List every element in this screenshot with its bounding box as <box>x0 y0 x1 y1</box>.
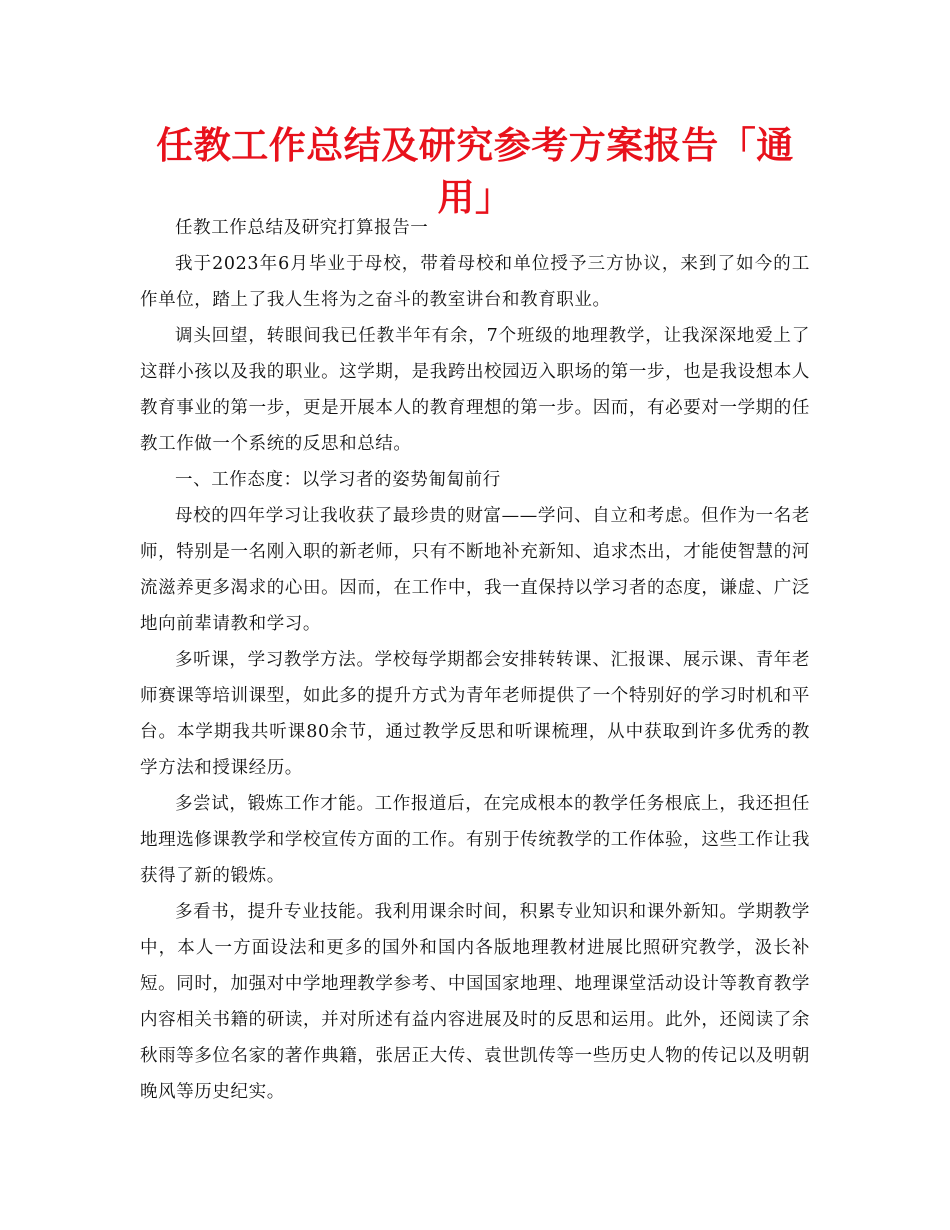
paragraph: 调头回望，转眼间我已任教半年有余，7个班级的地理教学，让我深深地爱上了这群小孩以及我的职业。这学期，是我跨出校园迈入职场的第一步，也是我设想本人教育事业的第一步，更是开展本人的教育理想的第一步。因而，有必要对一学期的任教工作做一个系统的反思和总结。 <box>140 326 810 454</box>
document-body <box>140 210 810 1110</box>
document-title: 任教工作总结及研究参考方案报告「通用」 <box>156 124 794 219</box>
section-heading: 一、工作态度：以学习者的姿势匍匐前行 <box>175 470 501 490</box>
paragraph-subtitle: 任教工作总结及研究打算报告一 <box>175 218 429 238</box>
paragraph: 多看书，提升专业技能。我利用课余时间，积累专业知识和课外新知。学期教学中，本人一方面设法和更多的国外和国内各版地理教材进展比照研究教学，汲长补短。同时，加强对中学地理教学参考、中国国家地理、地理课堂活动设计等教育教学内容相关书籍的研读，并对所述有益内容进展及时的反思和运用。此外，还阅读了余秋雨等多位名家的著作典籍，张居正大传、袁世凯传等一些历史人物的传记以及明朝晚风等历史纪实。 <box>140 902 810 1102</box>
paragraph: 母校的四年学习让我收获了最珍贵的财富——学问、自立和考虑。但作为一名老师，特别是一名刚入职的新老师，只有不断地补充新知、追求杰出，才能使智慧的河流滋养更多渴求的心田。因而，在工作中，我一直保持以学习者的态度，谦虚、广泛地向前辈请教和学习。 <box>140 506 810 634</box>
paragraph: 多尝试，锻炼工作才能。工作报道后，在完成根本的教学任务根底上，我还担任地理选修课教学和学校宣传方面的工作。有别于传统教学的工作体验，这些工作让我获得了新的锻炼。 <box>140 794 810 886</box>
paragraph: 我于2023年6月毕业于母校，带着母校和单位授予三方协议，来到了如今的工作单位，踏上了我人生将为之奋斗的教室讲台和教育职业。 <box>140 254 810 310</box>
paragraph: 多听课，学习教学方法。学校每学期都会安排转转课、汇报课、展示课、青年老师赛课等培训课型，如此多的提升方式为青年老师提供了一个特别好的学习时机和平台。本学期我共听课80余节，通过教学反思和听课梳理，从中获取到许多优秀的教学方法和授课经历。 <box>140 650 810 778</box>
